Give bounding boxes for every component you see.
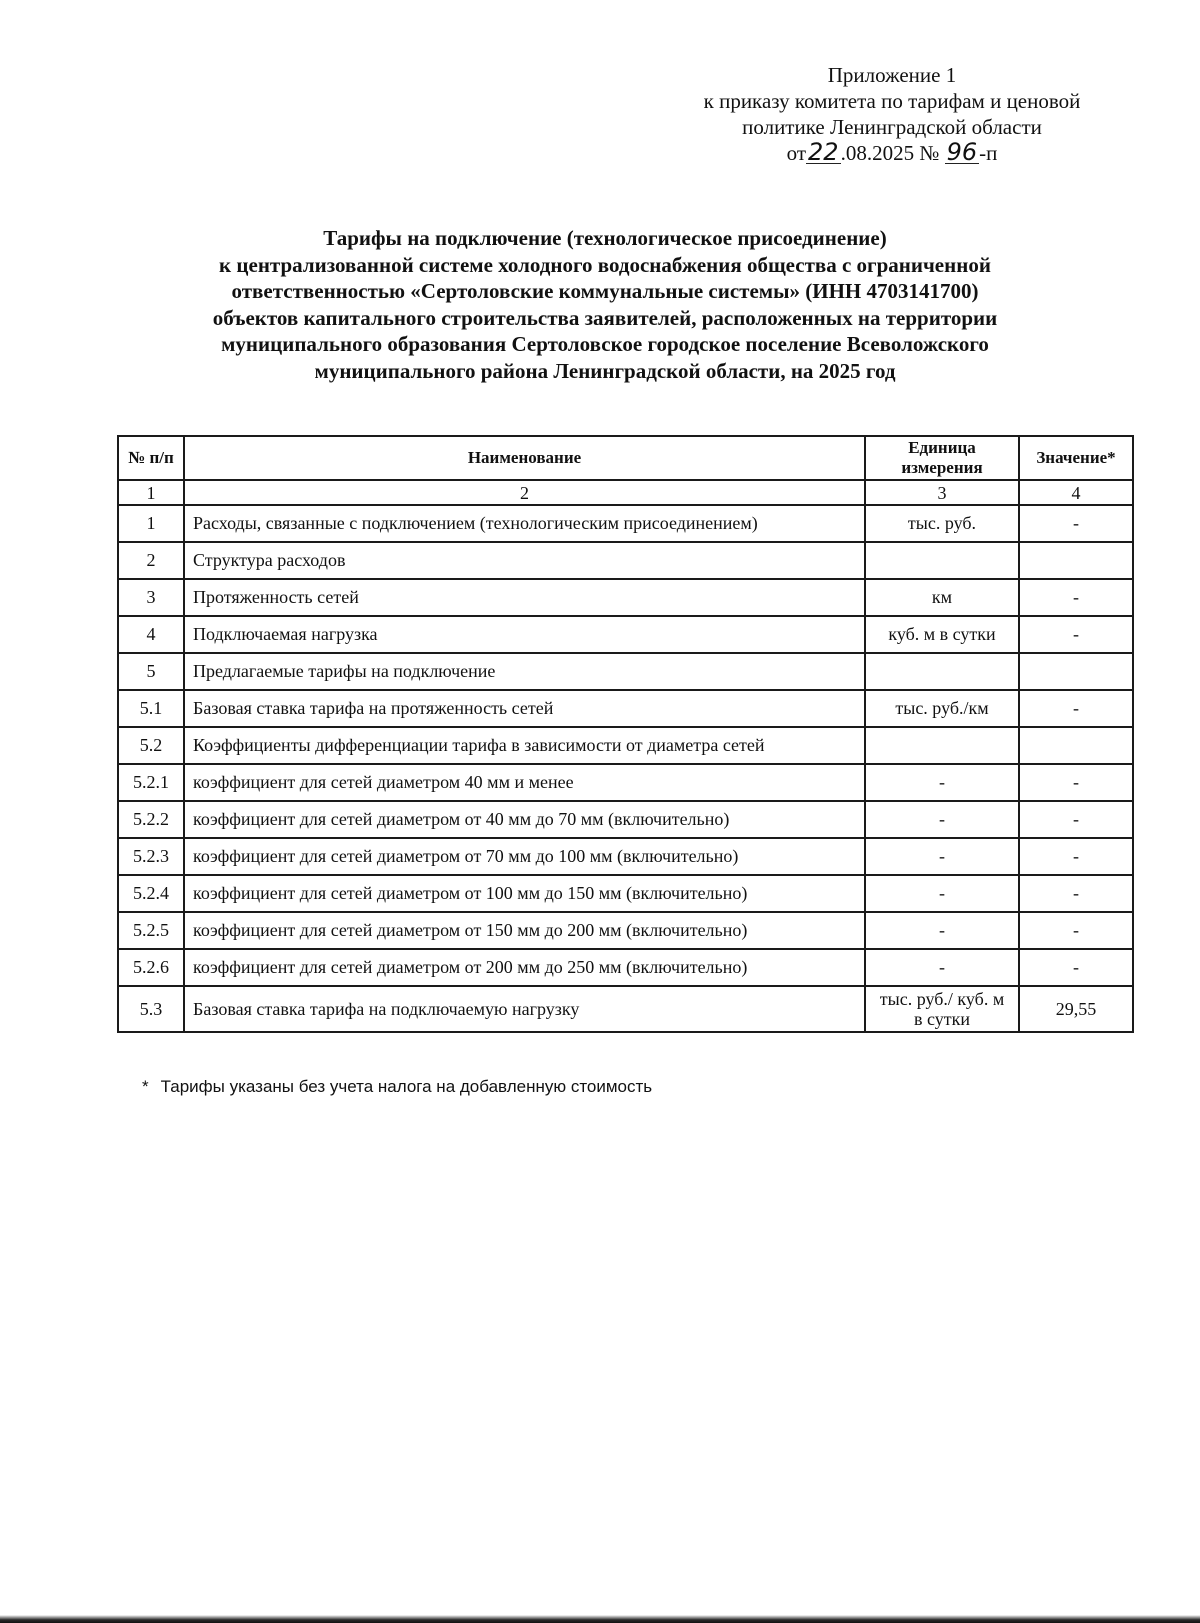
row-name: Предлагаемые тарифы на подключение: [184, 653, 865, 690]
row-number: 5.2.5: [118, 912, 184, 949]
row-name: Базовая ставка тарифа на протяженность сетей: [184, 690, 865, 727]
row-name: коэффициент для сетей диаметром от 70 мм до 100 мм (включительно): [184, 838, 865, 875]
footnote: [142, 1077, 652, 1097]
table-row: [118, 653, 1133, 690]
row-name: Коэффициенты дифференциации тарифа в зависимости от диаметра сетей: [184, 727, 865, 764]
row-number: 5.1: [118, 690, 184, 727]
number-suffix: -п: [979, 141, 998, 165]
table-row: [118, 579, 1133, 616]
header-name: Наименование: [184, 436, 865, 480]
row-name: Структура расходов: [184, 542, 865, 579]
row-unit: тыс. руб./км: [865, 690, 1019, 727]
row-value: -: [1019, 764, 1133, 801]
row-number: 5.2.2: [118, 801, 184, 838]
row-unit: [865, 727, 1019, 764]
footnote-text: Тарифы указаны без учета налога на добавленную стоимость: [160, 1077, 653, 1096]
column-number: 3: [865, 480, 1019, 505]
row-name: Базовая ставка тарифа на подключаемую нагрузку: [184, 986, 865, 1032]
appendix-committee-line: политике Ленинградской области: [742, 115, 1042, 139]
title-line-1: Тарифы на подключение (технологическое присоединение): [323, 226, 887, 250]
row-unit: [865, 542, 1019, 579]
title-line-4: объектов капитального строительства заявителей, расположенных на территории: [212, 305, 998, 330]
row-unit: -: [865, 912, 1019, 949]
title-line-6: муниципального района Ленинградской области, на 2025 год: [314, 358, 896, 383]
row-number: 5: [118, 653, 184, 690]
row-unit: -: [865, 801, 1019, 838]
row-unit: -: [865, 764, 1019, 801]
row-value: -: [1019, 579, 1133, 616]
row-number: 5.3: [118, 986, 184, 1032]
row-unit: тыс. руб./ куб. м в сутки: [865, 986, 1019, 1032]
column-number-row: [118, 480, 1133, 505]
table-header-row: [118, 436, 1133, 480]
row-name: Протяженность сетей: [184, 579, 865, 616]
table-row: [118, 949, 1133, 986]
table-row: [118, 986, 1133, 1032]
date-prefix: от: [786, 141, 807, 165]
row-value: [1019, 653, 1133, 690]
column-number: 1: [118, 480, 184, 505]
date-suffix: .08.2025 №: [840, 141, 940, 165]
row-number: 1: [118, 505, 184, 542]
row-number: 5.2: [118, 727, 184, 764]
table-body: [118, 480, 1133, 1032]
row-unit: куб. м в сутки: [865, 616, 1019, 653]
document-title: [110, 225, 1100, 384]
table-row: [118, 875, 1133, 912]
appendix-title: Приложение 1: [827, 63, 957, 87]
table-row: [118, 542, 1133, 579]
row-value: [1019, 542, 1133, 579]
row-name: Расходы, связанные с подключением (технологическим присоединением): [184, 505, 865, 542]
row-value: -: [1019, 949, 1133, 986]
row-unit: км: [865, 579, 1019, 616]
row-unit: -: [865, 875, 1019, 912]
row-name: коэффициент для сетей диаметром от 200 мм до 250 мм (включительно): [184, 949, 865, 986]
table-row: [118, 764, 1133, 801]
row-name: коэффициент для сетей диаметром от 150 мм до 200 мм (включительно): [184, 912, 865, 949]
row-unit: [865, 653, 1019, 690]
header-num: № п/п: [118, 436, 184, 480]
row-name: коэффициент для сетей диаметром от 40 мм до 70 мм (включительно): [184, 801, 865, 838]
row-value: -: [1019, 690, 1133, 727]
row-number: 2: [118, 542, 184, 579]
table-row: [118, 838, 1133, 875]
row-name: коэффициент для сетей диаметром 40 мм и менее: [184, 764, 865, 801]
table-row: [118, 912, 1133, 949]
scan-bottom-edge: [0, 1615, 1200, 1623]
column-number: 2: [184, 480, 865, 505]
table-row: [118, 727, 1133, 764]
row-value: -: [1019, 801, 1133, 838]
row-value: -: [1019, 912, 1133, 949]
row-value: -: [1019, 875, 1133, 912]
header-value: Значение*: [1019, 436, 1133, 480]
row-unit: -: [865, 838, 1019, 875]
row-value: -: [1019, 505, 1133, 542]
footnote-marker: *: [142, 1077, 149, 1096]
table-row: [118, 690, 1133, 727]
title-line-3: ответственностью «Сертоловские коммунальные системы» (ИНН 4703141700): [231, 279, 979, 303]
row-number: 5.2.6: [118, 949, 184, 986]
row-unit: тыс. руб.: [865, 505, 1019, 542]
appendix-date-line: [662, 140, 1122, 166]
header-unit: Единица измерения: [865, 436, 1019, 480]
row-value: -: [1019, 616, 1133, 653]
row-unit: -: [865, 949, 1019, 986]
table-row: [118, 801, 1133, 838]
handwritten-day: 22: [808, 138, 839, 166]
column-number: 4: [1019, 480, 1133, 505]
title-line-5: муниципального образования Сертоловское городское поселение Всеволожского: [221, 332, 989, 356]
appendix-order-line: к приказу комитета по тарифам и ценовой: [703, 89, 1081, 113]
row-number: 4: [118, 616, 184, 653]
row-number: 5.2.3: [118, 838, 184, 875]
handwritten-number: 96: [946, 138, 978, 166]
row-number: 5.2.4: [118, 875, 184, 912]
row-value: -: [1019, 838, 1133, 875]
row-name: Подключаемая нагрузка: [184, 616, 865, 653]
table-row: [118, 505, 1133, 542]
row-number: 3: [118, 579, 184, 616]
row-value: 29,55: [1019, 986, 1133, 1032]
title-line-2: к централизованной системе холодного водоснабжения общества с ограниченной: [219, 252, 991, 277]
row-value: [1019, 727, 1133, 764]
row-name: коэффициент для сетей диаметром от 100 мм до 150 мм (включительно): [184, 875, 865, 912]
row-number: 5.2.1: [118, 764, 184, 801]
table-row: [118, 616, 1133, 653]
appendix-header: [662, 62, 1122, 166]
tariff-table: [117, 435, 1134, 1033]
